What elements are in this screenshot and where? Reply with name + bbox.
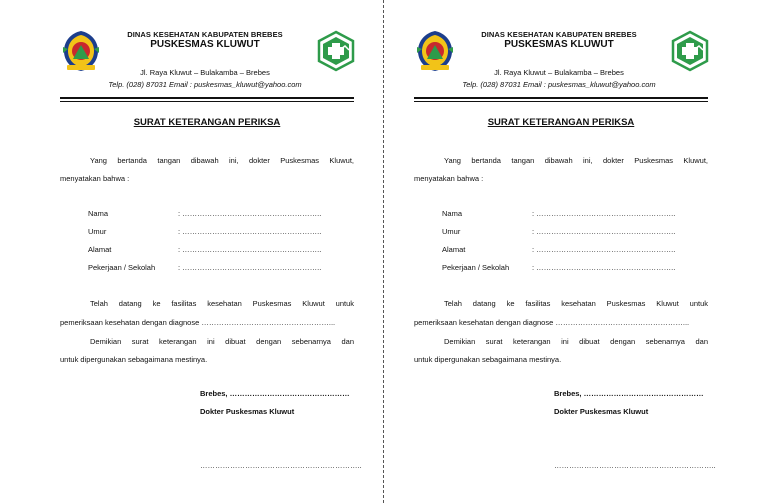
document-title: SURAT KETERANGAN PERIKSA [487,117,635,128]
header-rule-thick [414,97,708,99]
header-rule-thin [414,101,708,102]
place-date: Brebes, ………………………………………… [554,389,704,398]
clinic-address: Jl. Raya Kluwut – Bulakamba – Brebes [494,68,624,77]
field-value-umur: : ……………………………………………….. [178,227,322,236]
field-label-alamat: Alamat [442,245,466,254]
signer-title: Dokter Puskesmas Kluwut [554,407,649,416]
body-line-3: Demikian surat keterangan ini dibuat dengan sebenarnya dan [444,337,708,346]
clinic-name: PUSKESMAS KLUWUT [504,39,614,50]
field-label-nama: Nama [88,209,109,218]
clinic-address: Jl. Raya Kluwut – Bulakamba – Brebes [140,68,270,77]
field-label-pekerjaan: Pekerjaan / Sekolah [88,263,156,272]
place-date: Brebes, ………………………………………… [200,389,350,398]
document-title: SURAT KETERANGAN PERIKSA [133,117,281,128]
body-line-4: untuk dipergunakan sebagaimana mestinya. [414,355,562,364]
field-value-umur: : ……………………………………………….. [532,227,676,236]
body-line-3: Demikian surat keterangan ini dibuat dengan sebenarnya dan [90,337,354,346]
agency-name: DINAS KESEHATAN KABUPATEN BREBES [127,30,283,39]
signature-line: ……………………………………………………….. [554,461,716,470]
field-label-umur: Umur [88,227,107,236]
intro-line-2: menyatakan bahwa : [60,174,130,183]
header-rule-thick [60,97,354,99]
field-label-umur: Umur [442,227,461,236]
agency-name: DINAS KESEHATAN KABUPATEN BREBES [481,30,637,39]
field-value-alamat: : ……………………………………………….. [532,245,676,254]
puskesmas-logo-icon [316,29,356,73]
signature-line: ……………………………………………………….. [200,461,362,470]
body-line-2: pemeriksaan kesehatan dengan diagnose ……………………………………………... [414,318,690,327]
body-line-1: Telah datang ke fasilitas kesehatan Puskesmas Kluwut untuk [90,299,354,308]
header-rule-thin [60,101,354,102]
intro-line-2: menyatakan bahwa : [414,174,484,183]
field-value-nama: : ……………………………………………….. [532,209,676,218]
kabupaten-brebes-emblem-icon [59,29,103,73]
kabupaten-brebes-emblem-icon [413,29,457,73]
intro-line-1: Yang bertanda tangan dibawah ini, dokter Puskesmas Kluwut, [444,156,708,165]
intro-line-1: Yang bertanda tangan dibawah ini, dokter Puskesmas Kluwut, [90,156,354,165]
body-line-4: untuk dipergunakan sebagaimana mestinya. [60,355,208,364]
field-label-alamat: Alamat [88,245,112,254]
field-value-pekerjaan: : ……………………………………………….. [178,263,322,272]
puskesmas-logo-icon [670,29,710,73]
field-label-nama: Nama [442,209,463,218]
field-label-pekerjaan: Pekerjaan / Sekolah [442,263,510,272]
letter-right [354,0,738,503]
body-line-1: Telah datang ke fasilitas kesehatan Puskesmas Kluwut untuk [444,299,708,308]
body-line-2: pemeriksaan kesehatan dengan diagnose ……………………………………………... [60,318,336,327]
signer-title: Dokter Puskesmas Kluwut [200,407,295,416]
field-value-nama: : ……………………………………………….. [178,209,322,218]
field-value-alamat: : ……………………………………………….. [178,245,322,254]
clinic-name: PUSKESMAS KLUWUT [150,39,260,50]
field-value-pekerjaan: : ……………………………………………….. [532,263,676,272]
clinic-contact: Telp. (028) 87031 Email : puskesmas_kluwut@yahoo.com [462,80,656,89]
clinic-contact: Telp. (028) 87031 Email : puskesmas_kluwut@yahoo.com [108,80,302,89]
